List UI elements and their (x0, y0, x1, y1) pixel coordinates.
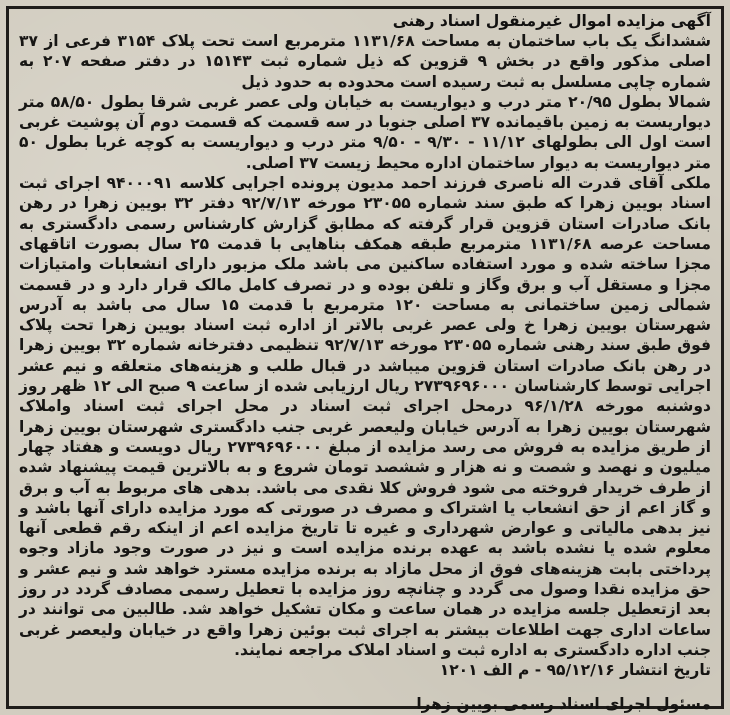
property-description: ششدانگ یک باب ساختمان به مساحت ۱۱۳۱/۶۸ مترمربع است تحت پلاک ۳۱۵۴ فرعی از ۳۷ اصلی مذکور واقع در بخش ۹ قزوین که ذیل شماره ثبت ۱۵۱۴۳ در دفتر صفحه ۲۰۷ به شماره چاپی مسلسل به ثبت رسیده است محدوده به حدود ذیل (19, 32, 711, 91)
notice-body (19, 31, 711, 660)
notice-title: آگهی مزایده اموال غیرمنقول اسناد رهنی (392, 12, 711, 30)
notice-frame (6, 6, 724, 714)
publication-date: تاریخ انتشار ۹۵/۱۲/۱۶ - م الف ۱۲۰۱ (439, 661, 711, 680)
signature-line: مسئول اجرای اسناد رسمی بویین زهرا (416, 695, 711, 714)
property-boundaries: شمالا بطول ۲۰/۹۵ متر درب و دیواریست به خیابان ولی عصر غربی شرقا بطول ۵۸/۵۰ متر دیواریست به زمین باقیمانده ۳۷ اصلی جنوبا در سه قسمت که قسمت دوم آن پوشیت غربی است اول الی بطولهای ۱۱/۱۲ - ۹/۳۰ - ۹/۵۰ متر درب و دیواریست به کوچه غربا بطول ۵۰ متر دیواریست به دیوار ساختمان اداره محیط زیست ۳۷ اصلی. (19, 92, 712, 172)
auction-details: ملکی آقای قدرت اله ناصری فرزند احمد مدیون پرونده اجرایی کلاسه ۹۴۰۰۰۹۱ اجرای ثبت اسناد بویین زهرا که طبق سند شماره ۲۳۰۵۵ مورخه ۹۲/۷/۱۳ دفتر ۳۲ بویین زهرا در رهن بانک صادرات استان قزوین قرار گرفته که مطابق گزارش کارشناس رسمی دادگستری به مساحت عرصه ۱۱۳۱/۶۸ مترمربع طبقه همکف بناهایی با قدمت ۲۵ سال بصورت اتاقهای مجزا ساخته شده و مورد استفاده ساکنین می باشد ملک مزبور دارای انشعابات وامتیازات مجزا و مستقل آب و برق وگاز و تلفن بوده و در تصرف کامل مالک قرار دارد و در قسمت شمالی زمین ساختمانی به مساحت ۱۲۰ مترمربع با قدمت ۱۵ سال می باشد به آدرس شهرستان بویین زهرا خ ولی عصر غربی بالاتر از اداره ثبت اسناد بویین زهرا تحت پلاک فوق طبق سند رهنی شماره ۲۳۰۵۵ مورخه ۹۲/۷/۱۳ تنظیمی دفترخانه شماره ۳۲ بویین زهرا در رهن بانک صادرات استان قزوین میباشد در قبال طلب و هزینه‌های متعلقه و نیم عشر اجرایی توسط کارشناسان ۲۷۳۹۶۹۶۰۰۰ ریال ارزیابی شده از ساعت ۹ صبح الی ۱۲ ظهر روز دوشنبه مورخه ۹۶/۱/۲۸ درمحل اجرای ثبت اسناد در محل اجرای ثبت اسناد واملاک شهرستان بویین زهرا به آدرس خیابان ولیعصر غربی جنب دادگستری شهرستان بویین زهرا از طریق مزایده به فروش می رسد مزایده از مبلغ ۲۷۳۹۶۹۶۰۰۰ ریال دویست و هفتاد چهار میلیون و نهصد و شصت و نه هزار و ششصد تومان شروع و به بالاترین قیمت پیشنهاد شده از طرف خریدار فروخته می شود فروش کلا نقدی می باشد. بدهی های مربوط به آب و برق و گاز اعم از حق انشعاب یا اشتراک و مصرف در صورتی که مورد مزایده دارای آنها باشد و نیز بدهی مالیاتی و عوارض شهرداری و غیره تا تاریخ مزایده اعم از اینکه رقم قطعی آنها معلوم شده یا نشده باشد به عهده برنده مزایده است و نیز در صورت وجود مازاد وجوه پرداختی بابت هزینه‌های فوق از محل مازاد به برنده مزایده مسترد خواهد شد و نیم عشر و حق مزایده نقدا وصول می گردد و چنانچه روز مزایده با تعطیل رسمی مصادف گردد در روز بعد ازتعطیل جلسه مزایده در همان ساعت و مکان تشکیل خواهد شد. طالبین می توانند در ساعات اداری جهت اطلاعات بیشتر به اجرای ثبت بوئین زهرا واقع در خیابان ولیعصر غربی جنب اداره دادگستری به اداره ثبت و اسناد املاک مراجعه نمایند. (19, 174, 712, 659)
